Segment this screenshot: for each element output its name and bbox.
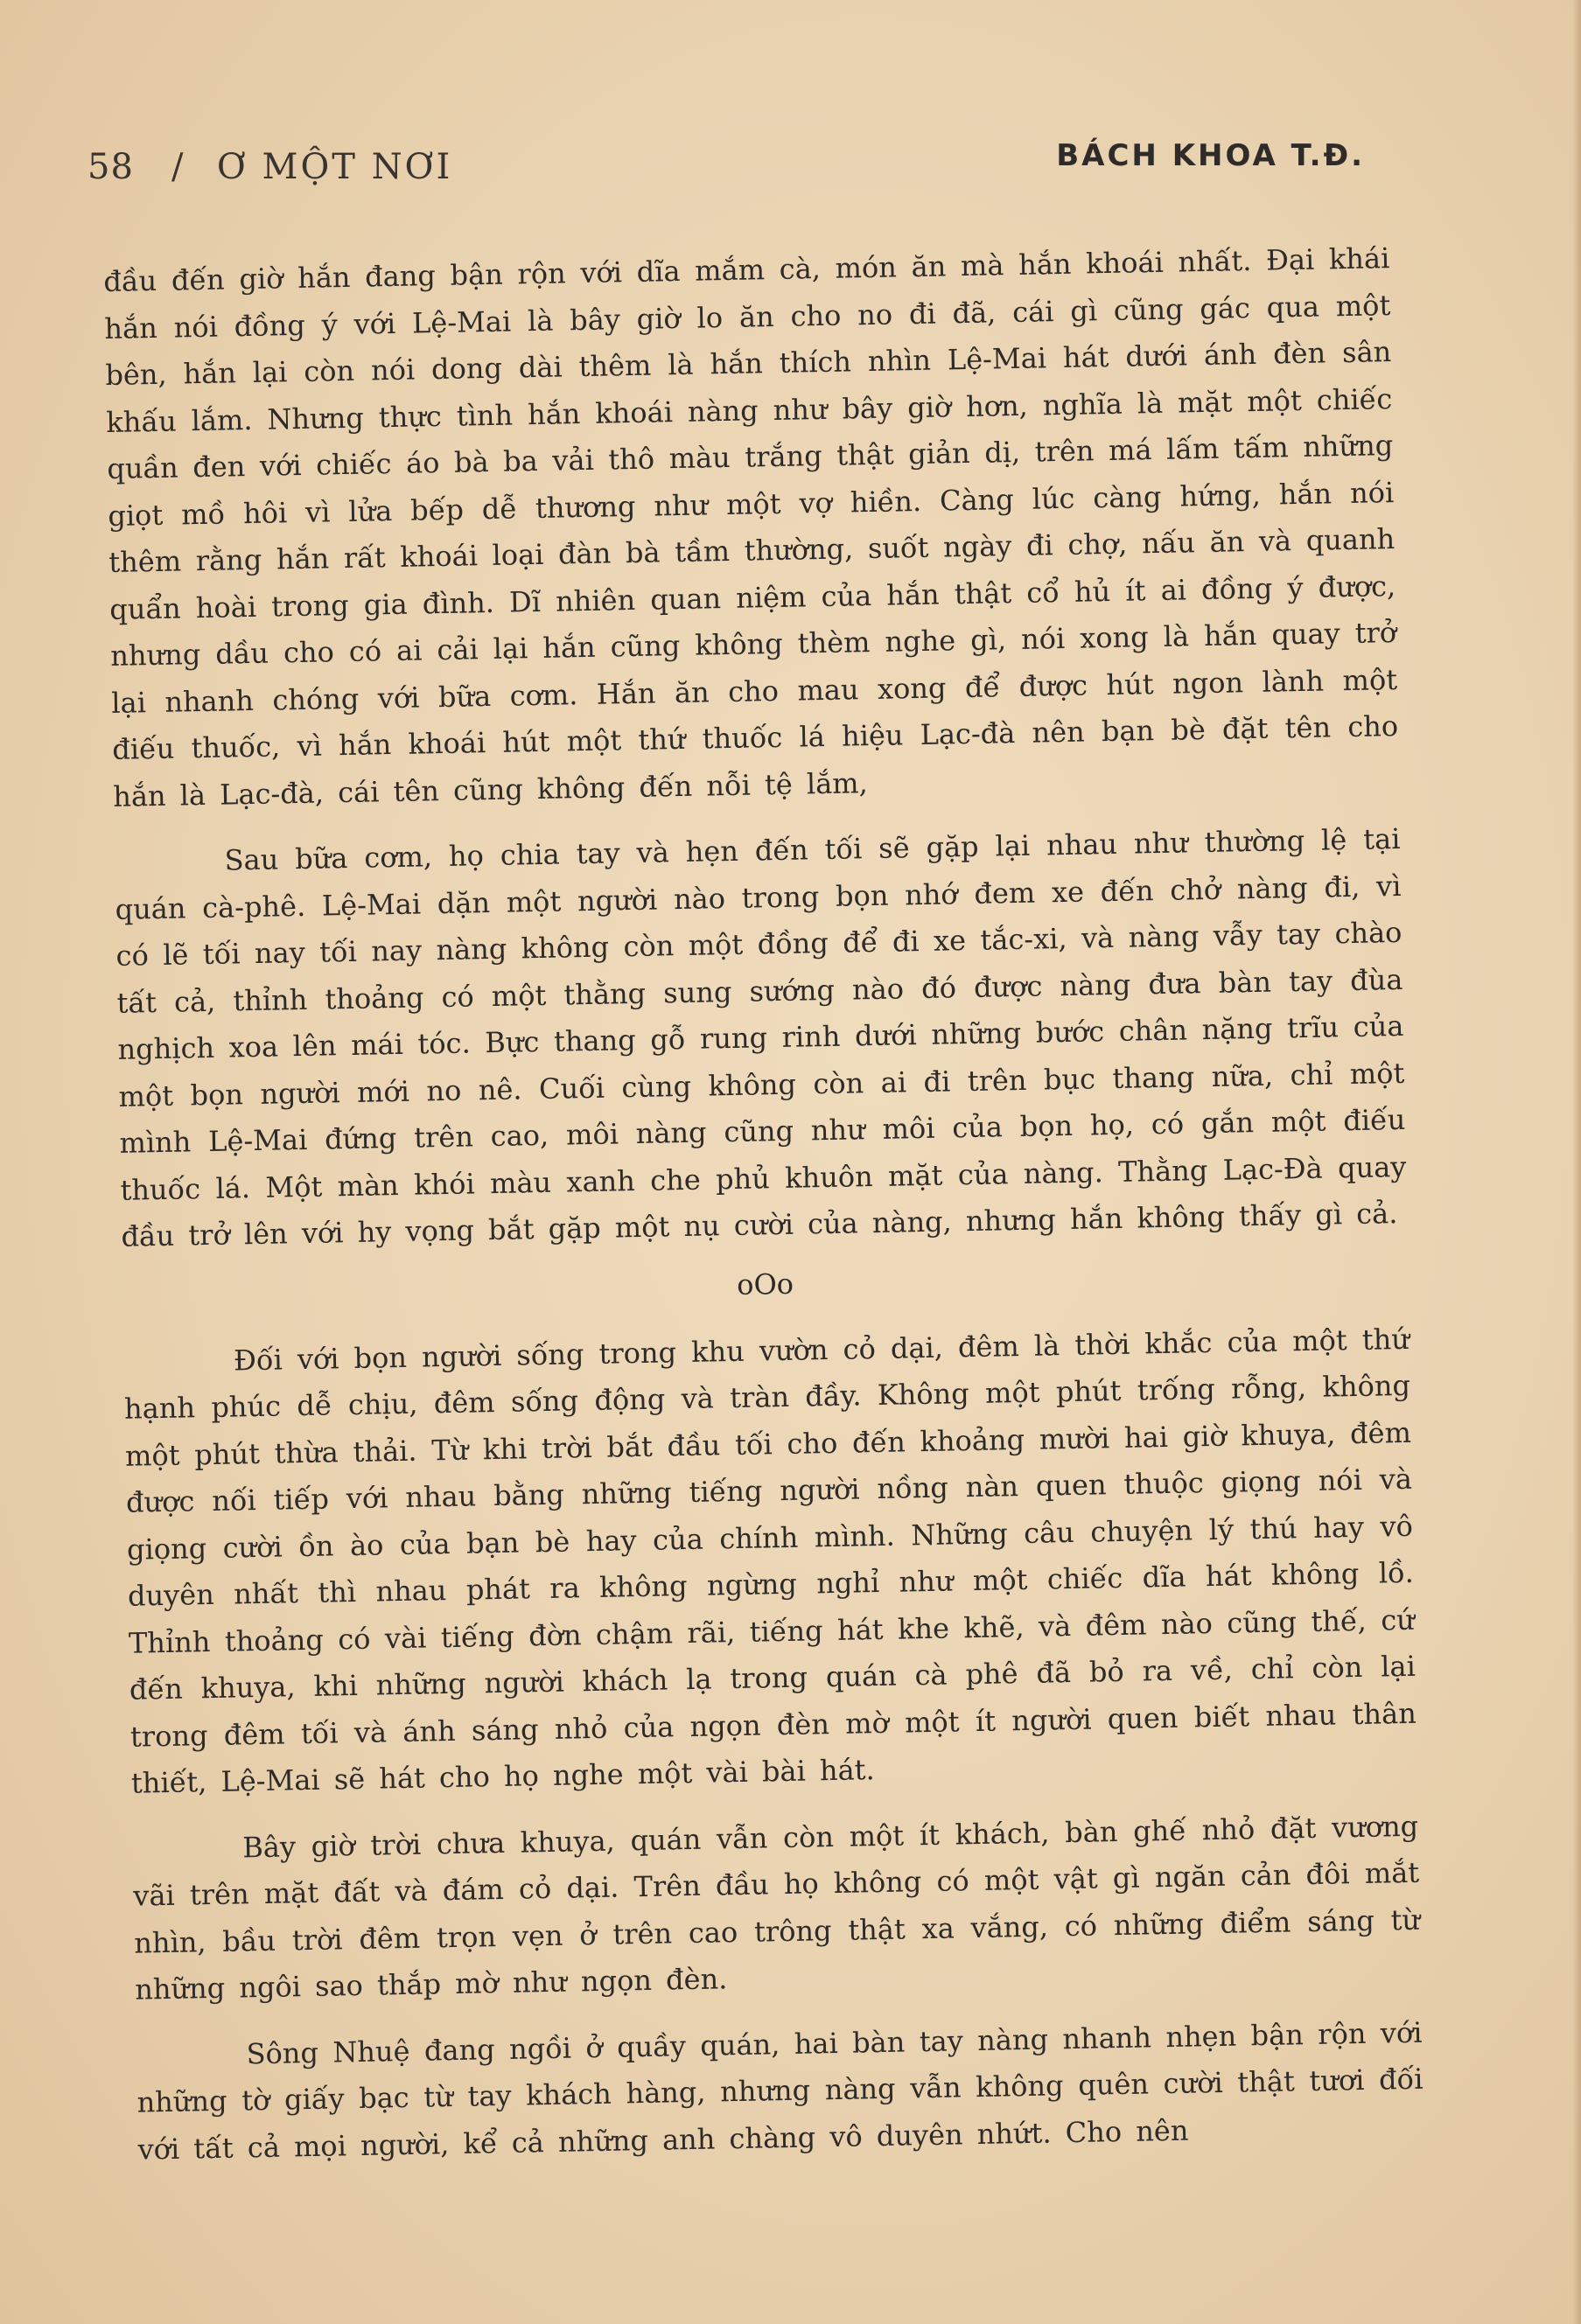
running-header xyxy=(87,138,1365,208)
page-number: 58 xyxy=(87,147,134,187)
paragraph-continued: đầu đến giờ hắn đang bận rộn với dĩa mắm cà, món ăn mà hắn khoái nhất. Đại khái hắn nói đồng ý với Lệ-Mai là bây giờ lo ăn cho no đi đã, cái gì cũng gác qua một bên, hắn lại còn nói dong dài thêm là hắn thích nhìn Lệ-Mai hát dưới ánh đèn sân khấu lắm. Nhưng thực tình hắn khoái nàng như bây giờ hơn, nghĩa là mặt một chiếc quần đen với chiếc áo bà ba vải thô màu trắng thật giản dị, trên má lấm tấm những giọt mồ hôi vì lửa bếp dễ thương như một vợ hiền. Càng lúc càng hứng, hắn nói thêm rằng hắn rất khoái loại đàn bà tầm thường, suốt ngày đi chợ, nấu ăn và quanh quẩn hoài trong gia đình. Dĩ nhiên quan niệm của hắn thật cổ hủ ít ai đồng ý được, nhưng dầu cho có ai cải lại hắn cũng không thèm nghe gì, nói xong là hắn quay trở lại nhanh chóng với bữa cơm. Hắn ăn cho mau xong để được hút ngon lành một điếu thuốc, vì hắn khoái hút một thứ thuốc lá hiệu Lạc-đà nên bạn bè đặt tên cho hắn là Lạc-đà, cái tên cũng không đến nỗi tệ lắm, xyxy=(103,241,1399,813)
running-title: Ơ MỘT NƠI xyxy=(217,147,453,187)
paragraph: Bây giờ trời chưa khuya, quán vẫn còn một ít khách, bàn ghế nhỏ đặt vương vãi trên mặt đất và đám cỏ dại. Trên đầu họ không có một vật gì ngăn cản đôi mắt nhìn, bầu trời đêm trọn vẹn ở trên cao trông thật xa vắng, có những điểm sáng từ những ngôi sao thắp mờ như ngọn đèn. xyxy=(132,1809,1421,2006)
paragraph: Sau bữa cơm, họ chia tay và hẹn đến tối sẽ gặp lại nhau như thường lệ tại quán cà-phê. Lệ-Mai dặn một người nào trong bọn nhớ đem xe đến chở nàng đi, vì có lẽ tối nay tối nay nàng không còn một đồng để đi xe tắc-xi, và nàng vẫy tay chào tất cả, thỉnh thoảng có một thằng sung sướng nào đó được nàng đưa bàn tay đùa nghịch xoa lên mái tóc. Bực thang gỗ rung rinh dưới những bước chân nặng trĩu của một bọn người mới no nê. Cuối cùng không còn ai đi trên bục thang nữa, chỉ một mình Lệ-Mai đứng trên cao, môi nàng cũng như môi của bọn họ, có gắn một điếu thuốc lá. Một màn khói màu xanh che phủ khuôn mặt của nàng. Thằng Lạc-Đà quay đầu trở lên với hy vọng bắt gặp một nụ cười của nàng, nhưng hắn không thấy gì cả. xyxy=(115,821,1407,1253)
header-separator: / xyxy=(171,147,184,187)
page-edge-shadow xyxy=(1572,0,1581,2324)
journal-name: BÁCH KHOA T.Đ. xyxy=(1056,138,1365,173)
section-divider: oOo xyxy=(736,1267,794,1302)
article-body xyxy=(103,235,1424,2174)
paragraph: Sông Nhuệ đang ngồi ở quầy quán, hai bàn tay nàng nhanh nhẹn bận rộn với những tờ giấy bạc từ tay khách hàng, nhưng nàng vẫn không quên cười thật tươi đối với tất cả mọi người, kể cả những anh chàng vô duyên nhứt. Cho nên xyxy=(136,2015,1424,2167)
paragraph: Đối với bọn người sống trong khu vườn cỏ dại, đêm là thời khắc của một thứ hạnh phúc dễ chịu, đêm sống động và tràn đầy. Không một phút trống rỗng, không một phút thừa thải. Từ khi trời bắt đầu tối cho đến khoảng mười hai giờ khuya, đêm được nối tiếp với nhau bằng những tiếng người nồng nàn quen thuộc giọng nói và giọng cười ồn ào của bạn bè hay của chính mình. Những câu chuyện lý thú hay vô duyên nhất thì nhau phát ra không ngừng nghỉ như một chiếc dĩa hát không lồ. Thỉnh thoảng có vài tiếng đờn chậm rãi, tiếng hát khe khẽ, và đêm nào cũng thế, cứ đến khuya, khi những người khách lạ trong quán cà phê đã bỏ ra về, chỉ còn lại trong đêm tối và ánh sáng nhỏ của ngọn đèn mờ một ít người quen biết nhau thân thiết, Lệ-Mai sẽ hát cho họ nghe một vài bài hát. xyxy=(123,1322,1417,1800)
